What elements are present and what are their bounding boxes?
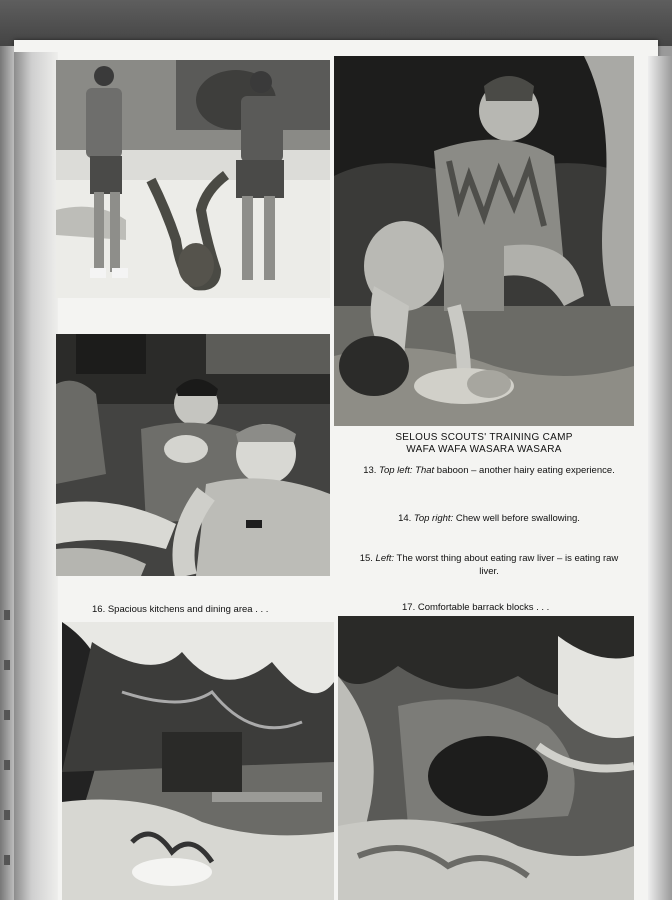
- caption-14-number: 14.: [398, 513, 412, 524]
- caption-15-number: 15.: [359, 553, 373, 564]
- caption-13-number: 13.: [363, 465, 377, 476]
- caption-14-position: Top right:: [413, 513, 454, 524]
- photo-15-raw-liver: [56, 334, 330, 576]
- caption-15: [354, 552, 624, 578]
- photo-13-baboon: [56, 60, 330, 298]
- caption-13-position: Top left:: [379, 465, 413, 476]
- caption-block: [334, 428, 634, 600]
- scan-edge-marks: [2, 600, 12, 890]
- caption-13-text: baboon – another hairy eating experience.: [434, 465, 615, 476]
- page-binding-gutter: [14, 52, 58, 900]
- caption-13: [354, 464, 624, 477]
- caption-13-text-before: That: [415, 465, 435, 476]
- caption-17: 17. Comfortable barrack blocks . . .: [402, 602, 550, 613]
- scan-right-edge: [648, 56, 672, 900]
- caption-15-text: The worst thing about eating raw liver – is eating raw liver.: [396, 553, 619, 577]
- photo-16-kitchen: [62, 622, 334, 900]
- photo-14-chew-well: [334, 56, 634, 426]
- camp-heading-line1: SELOUS SCOUTS' TRAINING CAMP: [395, 432, 573, 443]
- camp-heading-line2: WAFA WAFA WASARA WASARA: [406, 444, 562, 455]
- caption-15-position: Left:: [375, 553, 395, 564]
- caption-14: [354, 512, 624, 525]
- caption-14-text: Chew well before swallowing.: [455, 513, 580, 524]
- caption-16: 16. Spacious kitchens and dining area . . .: [92, 604, 269, 615]
- photo-17-barracks: [338, 616, 634, 900]
